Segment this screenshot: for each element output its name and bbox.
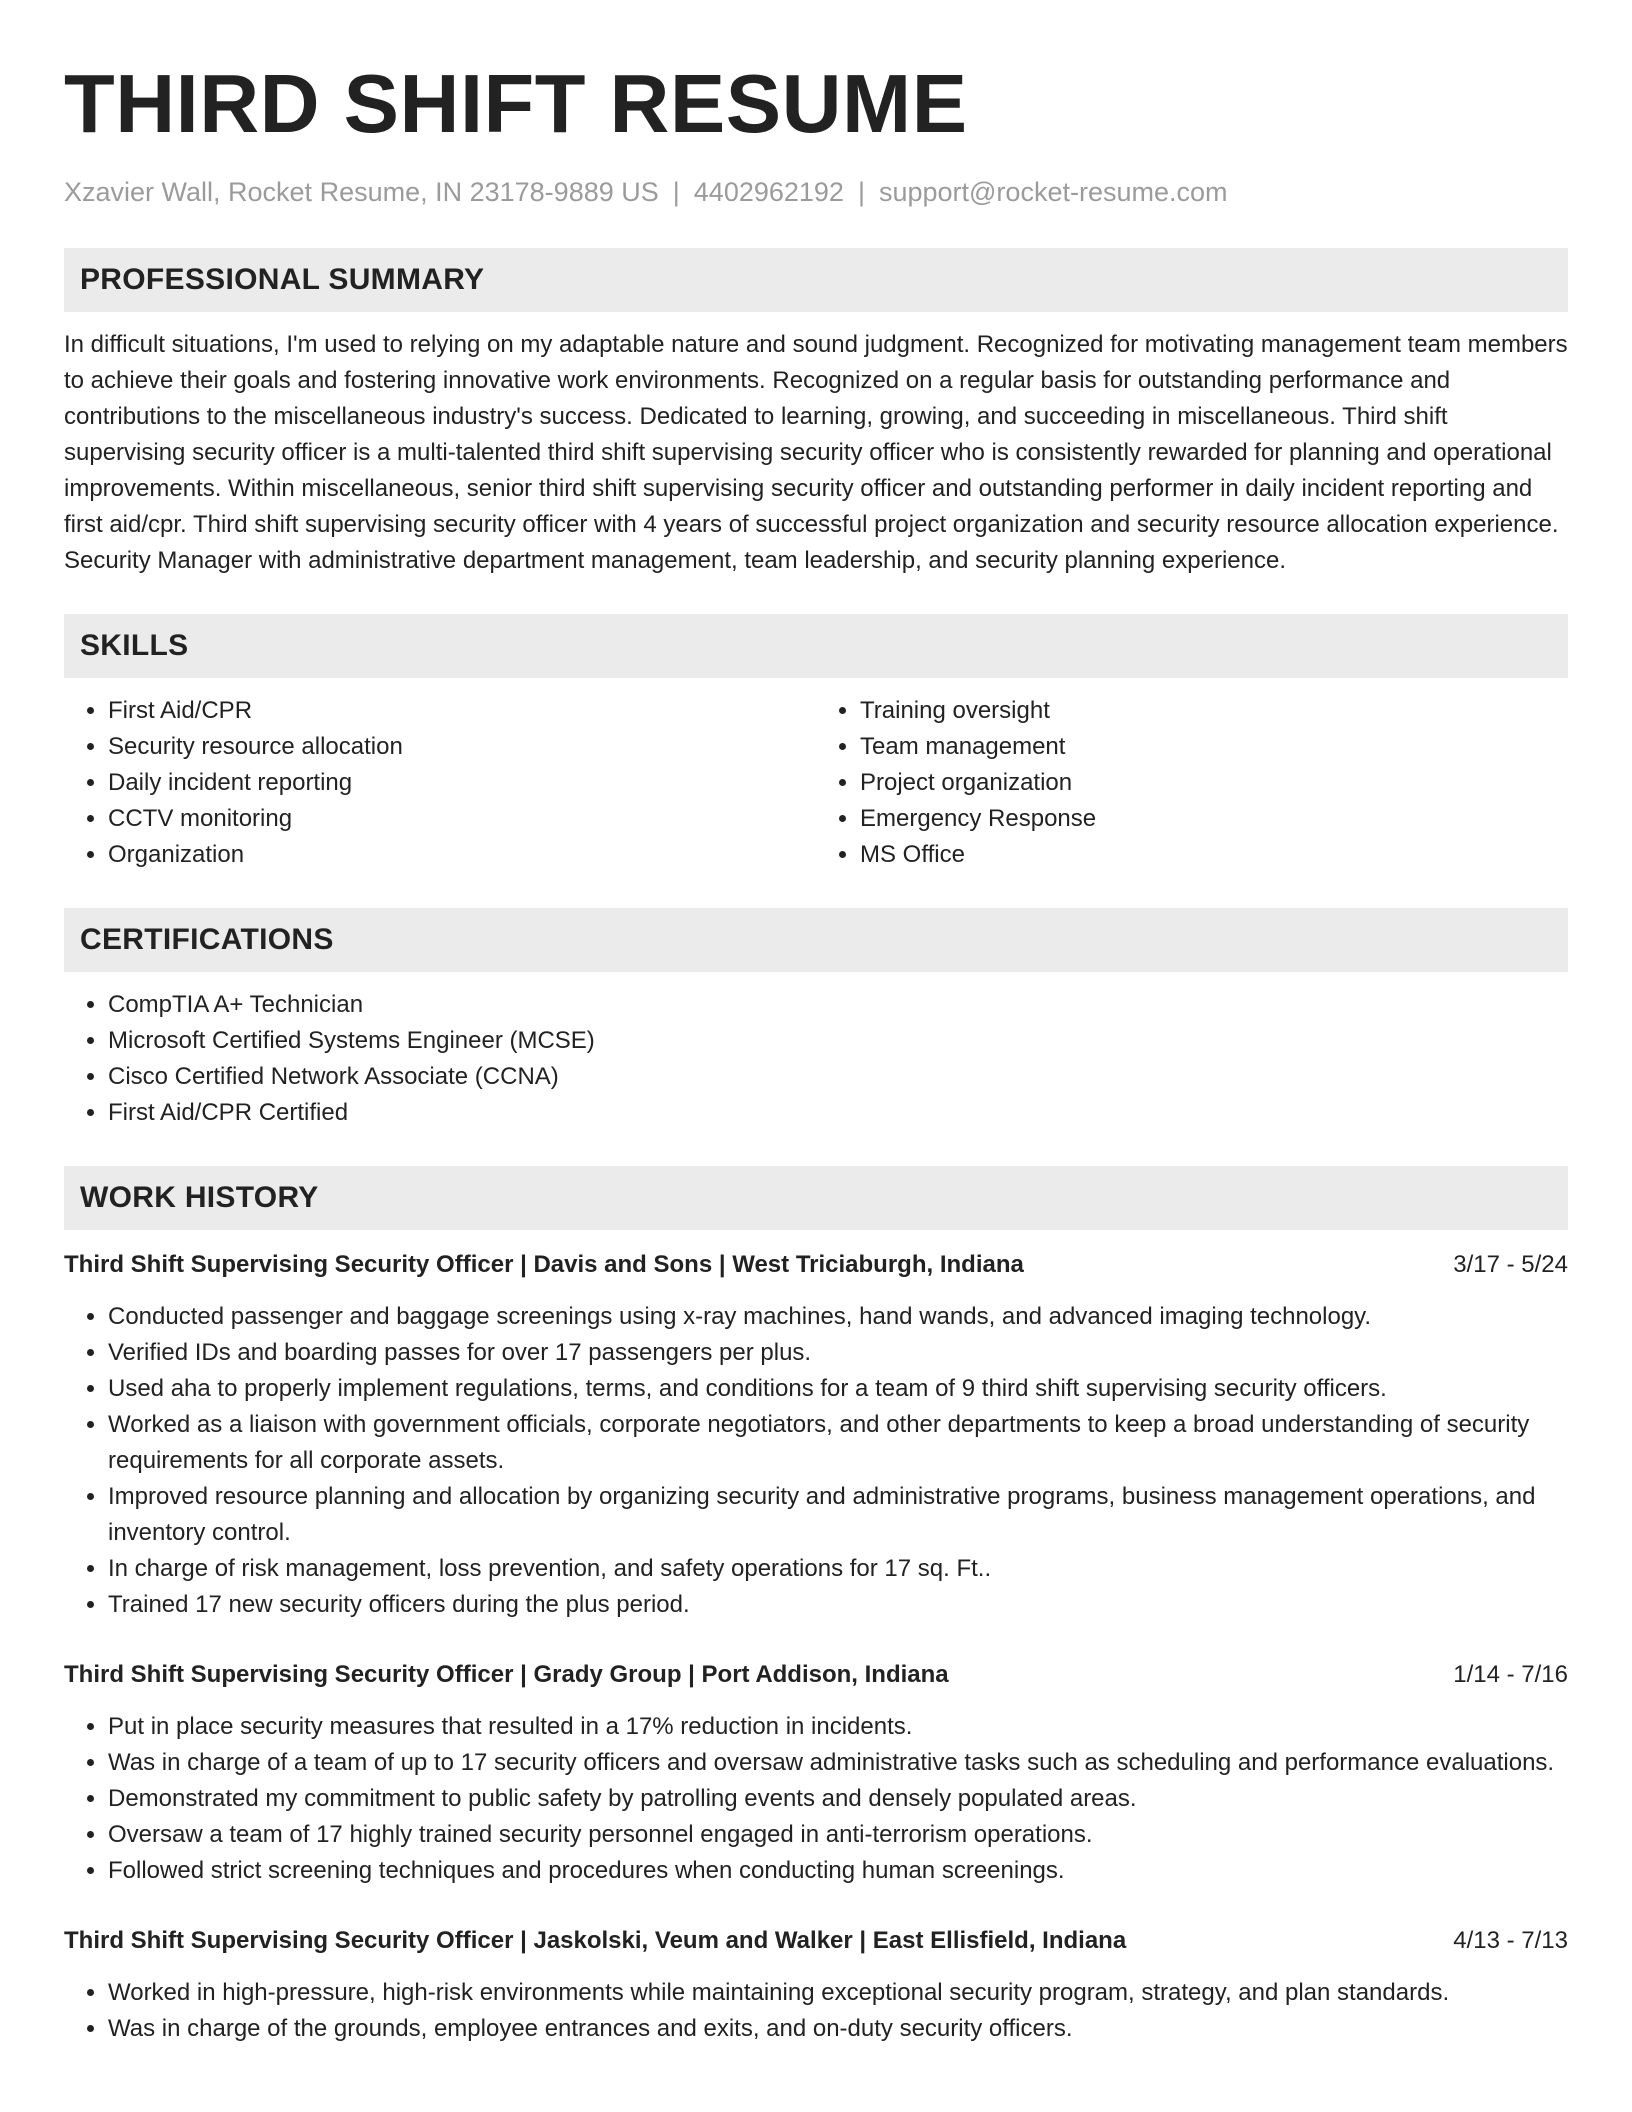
job-bullet: • Followed strict screening techniques and procedures when conducting human screenings.	[108, 1853, 1568, 1889]
contact-phone: 4402962192	[693, 177, 844, 207]
job-bullet: • Used aha to properly implement regulations, terms, and conditions for a team of 9 third shift supervising security officers.	[108, 1371, 1568, 1407]
resume-title: THIRD SHIFT RESUME	[64, 57, 968, 150]
work-history-section	[64, 1166, 1568, 2047]
section-heading-summary: PROFESSIONAL SUMMARY	[64, 248, 1568, 312]
certification-item: • Microsoft Certified Systems Engineer (MCSE)	[108, 1023, 1568, 1059]
contact-email: support@rocket-resume.com	[878, 177, 1228, 207]
job-header	[64, 1247, 1568, 1283]
job-dates: 4/13 - 7/13	[1453, 1927, 1568, 1954]
job-title: Third Shift Supervising Security Officer | Davis and Sons | West Triciaburgh, Indiana	[64, 1251, 1024, 1278]
contact-address: Xzavier Wall, Rocket Resume, IN 23178-9889 US	[64, 177, 659, 207]
contact-separator: |	[857, 177, 865, 207]
job-title: Third Shift Supervising Security Officer | Grady Group | Port Addison, Indiana	[64, 1661, 949, 1688]
skill-item: • Daily incident reporting	[108, 765, 816, 801]
job-entry	[64, 1923, 1568, 2047]
job-bullet: • Worked as a liaison with government officials, corporate negotiators, and other departments to keep a broad understanding of security requirements for all corporate assets.	[108, 1407, 1568, 1479]
contact-separator: |	[672, 177, 680, 207]
job-bullet: • Worked in high-pressure, high-risk environments while maintaining exceptional security program, strategy, and plan standards.	[108, 1975, 1568, 2011]
job-bullet: • Demonstrated my commitment to public safety by patrolling events and densely populated areas.	[108, 1781, 1568, 1817]
section-heading-certifications: CERTIFICATIONS	[64, 908, 1568, 972]
skills-grid	[64, 693, 1568, 873]
job-bullet: • Trained 17 new security officers during the plus period.	[108, 1587, 1568, 1623]
certification-item: • First Aid/CPR Certified	[108, 1095, 1568, 1131]
skill-item: • Security resource allocation	[108, 729, 816, 765]
job-entry	[64, 1657, 1568, 1889]
section-heading-skills: SKILLS	[64, 614, 1568, 678]
summary-text: In difficult situations, I'm used to relying on my adaptable nature and sound judgment. Recognized for motivating management team members to achieve their goals and fostering innovative work environments. Recognized on a regular basis for outstanding performance and contributions to the miscellaneous industry's success. Dedicated to learning, growing, and succeeding in miscellaneous. Third shift supervising security officer is a multi-talented third shift supervising security officer who is consistently rewarded for planning and operational improvements. Within miscellaneous, senior third shift supervising security officer and outstanding performer in daily incident reporting and first aid/cpr. Third shift supervising security officer with 4 years of successful project organization and security resource allocation experience. Security Manager with administrative department management, team leadership, and security planning experience.	[64, 331, 1568, 574]
job-header	[64, 1923, 1568, 1959]
skills-list-left	[64, 693, 816, 873]
skill-item: • Team management	[860, 729, 1568, 765]
job-entry	[64, 1247, 1568, 1623]
job-dates: 1/14 - 7/16	[1453, 1661, 1568, 1688]
skill-item: • First Aid/CPR	[108, 693, 816, 729]
job-bullet: • Verified IDs and boarding passes for over 17 passengers per plus.	[108, 1335, 1568, 1371]
skill-item: • MS Office	[860, 837, 1568, 873]
skills-list-right	[816, 693, 1568, 873]
certification-item: • CompTIA A+ Technician	[108, 987, 1568, 1023]
certifications-list	[64, 987, 1568, 1131]
skill-item: • Emergency Response	[860, 801, 1568, 837]
job-bullet: • Was in charge of a team of up to 17 security officers and oversaw administrative tasks such as scheduling and performance evaluations.	[108, 1745, 1568, 1781]
job-dates: 3/17 - 5/24	[1453, 1251, 1568, 1278]
skill-item: • CCTV monitoring	[108, 801, 816, 837]
skill-item: • Training oversight	[860, 693, 1568, 729]
skill-item: • Project organization	[860, 765, 1568, 801]
job-bullets	[64, 1299, 1568, 1623]
skills-section	[64, 614, 1568, 873]
certification-item: • Cisco Certified Network Associate (CCNA)	[108, 1059, 1568, 1095]
job-bullets	[64, 1975, 1568, 2047]
job-bullet: • Put in place security measures that resulted in a 17% reduction in incidents.	[108, 1709, 1568, 1745]
contact-line	[64, 174, 1568, 210]
job-bullet: • Conducted passenger and baggage screenings using x-ray machines, hand wands, and advanced imaging technology.	[108, 1299, 1568, 1335]
job-bullets	[64, 1709, 1568, 1889]
job-title: Third Shift Supervising Security Officer | Jaskolski, Veum and Walker | East Ellisfield, Indiana	[64, 1927, 1127, 1954]
job-bullet: • Was in charge of the grounds, employee entrances and exits, and on-duty security officers.	[108, 2011, 1568, 2047]
job-bullet: • Improved resource planning and allocation by organizing security and administrative programs, business management operations, and inventory control.	[108, 1479, 1568, 1551]
professional-summary-section	[64, 248, 1568, 579]
job-bullet: • In charge of risk management, loss prevention, and safety operations for 17 sq. Ft..	[108, 1551, 1568, 1587]
skill-item: • Organization	[108, 837, 816, 873]
certifications-section	[64, 908, 1568, 1131]
section-heading-work-history: WORK HISTORY	[64, 1166, 1568, 1230]
job-header	[64, 1657, 1568, 1693]
job-bullet: • Oversaw a team of 17 highly trained security personnel engaged in anti-terrorism operations.	[108, 1817, 1568, 1853]
